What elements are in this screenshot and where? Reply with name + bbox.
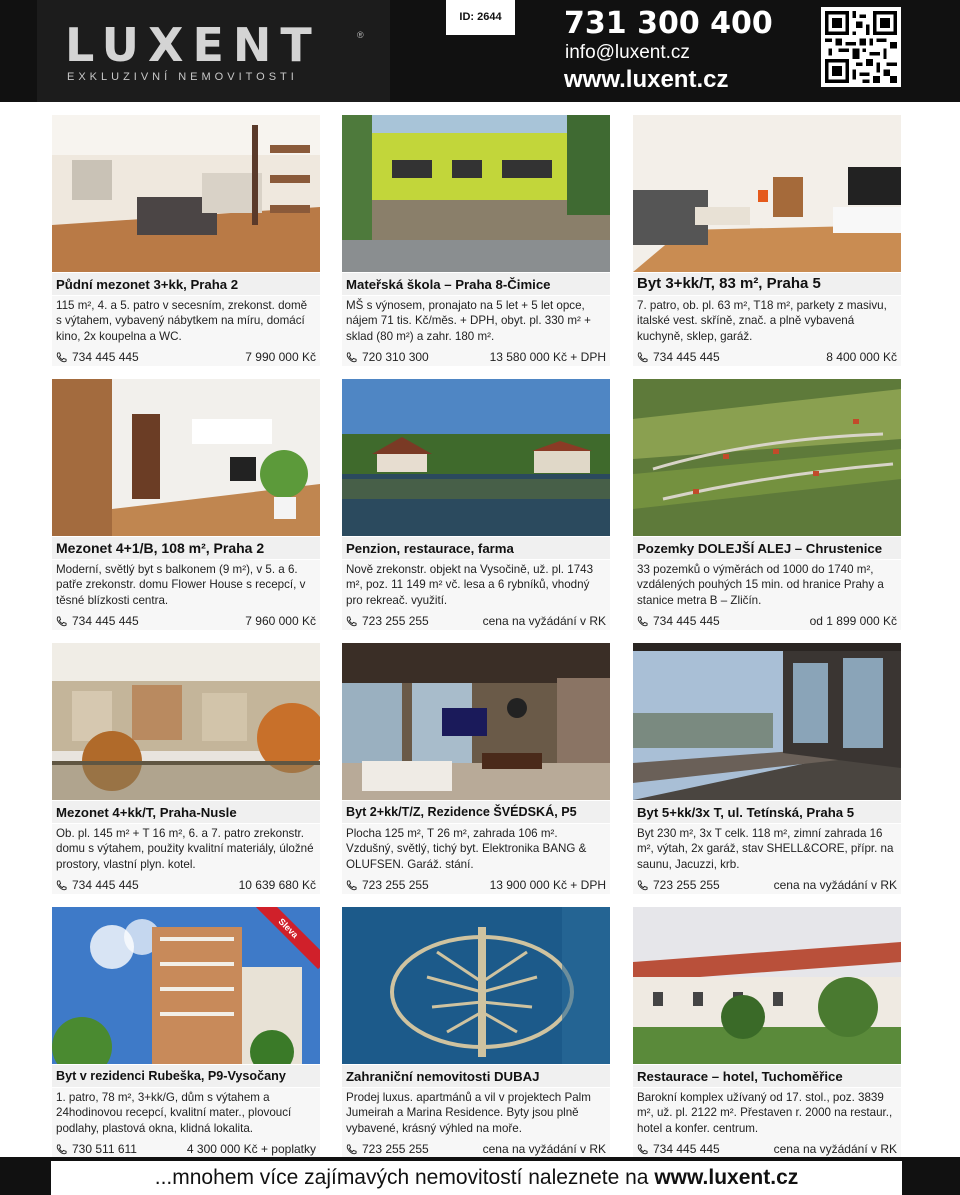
listing-photo[interactable] — [52, 643, 320, 800]
listing-price: cena na vyžádání v RK — [773, 878, 897, 892]
listing-price: 13 580 000 Kč + DPH — [489, 350, 606, 364]
listing-description: Nově zrekonstr. objekt na Vysočině, už. pl. 1743 m², poz. 11 149 m² vč. lesa a 6 rybníků, vhodný pro rekreač. využití. — [342, 560, 610, 620]
listing-price: 10 639 680 Kč — [238, 878, 316, 892]
listing-price-row — [52, 612, 320, 630]
listing-price: 8 400 000 Kč — [826, 350, 897, 364]
header-website[interactable]: www.luxent.cz — [564, 66, 729, 93]
listing-phone[interactable]: 734 445 445 — [637, 614, 720, 628]
footer-text: ...mnohem více zajímavých nemovitostí naleznete na — [154, 1166, 655, 1189]
listing-description: Ob. pl. 145 m² + T 16 m², 6. a 7. patro zrekonstr. domu s výtahem, použity kvalitní materiály, úložné prostory, vlastní plyn. kotel. — [52, 824, 320, 884]
listing-phone[interactable]: 734 445 445 — [56, 878, 139, 892]
logo-registered-mark: ® — [357, 30, 364, 40]
listing-photo[interactable] — [342, 643, 610, 800]
phone-icon — [56, 352, 67, 363]
header-email[interactable]: info@luxent.cz — [565, 42, 690, 63]
listing-description: 7. patro, ob. pl. 63 m², T18 m², parkety z masivu, italské vest. skříně, znač. a plně vybavená kuchyně, sklep, garáž. — [633, 296, 901, 356]
listing-price-row — [52, 1140, 320, 1158]
phone-icon — [56, 616, 67, 627]
id-label: ID: 2644 — [446, 0, 515, 35]
phone-icon — [637, 352, 648, 363]
listing-price-row — [342, 348, 610, 366]
listing-phone[interactable]: 723 255 255 — [637, 878, 720, 892]
listing-description: 33 pozemků o výměrách od 1000 do 1740 m², vzdálených pouhých 15 min. od hranice Prahy a stanice metra B – Zličín. — [633, 560, 901, 620]
listing-photo[interactable] — [342, 907, 610, 1064]
listing-title: Mezonet 4+1/B, 108 m², Praha 2 — [52, 537, 320, 559]
listing-title: Zahraniční nemovitosti DUBAJ — [342, 1065, 610, 1087]
phone-icon — [56, 1144, 67, 1155]
listing-price-row — [633, 1140, 901, 1158]
listing-price-row — [633, 876, 901, 894]
listing-price: 7 990 000 Kč — [245, 350, 316, 364]
listing-price: od 1 899 000 Kč — [809, 614, 897, 628]
listing-title: Byt v rezidenci Rubeška, P9-Vysočany — [52, 1065, 320, 1087]
sale-badge: Sleva — [247, 907, 320, 969]
listing-photo[interactable] — [52, 115, 320, 272]
listing-title: Restaurace – hotel, Tuchoměřice — [633, 1065, 901, 1087]
phone-icon — [346, 880, 357, 891]
phone-icon — [637, 1144, 648, 1155]
listing-photo[interactable] — [633, 115, 901, 272]
logo[interactable] — [37, 0, 390, 102]
listing-description: Byt 230 m², 3x T celk. 118 m², zimní zahrada 16 m², výtah, 2x garáž, stav SHELL&CORE, přípr. na saunu, Jacuzzi, krb. — [633, 824, 901, 884]
listing-photo[interactable] — [633, 643, 901, 800]
logo-wordmark: LUXENT — [65, 18, 321, 72]
phone-icon — [637, 616, 648, 627]
listing-price: cena na vyžádání v RK — [482, 1142, 606, 1156]
listing-description: MŠ s výnosem, pronajato na 5 let + 5 let opce, nájem 71 tis. Kč/měs. + DPH, obyt. pl. 330 m² + sklad (80 m²) a zahr. 180 m². — [342, 296, 610, 356]
listing-phone[interactable]: 723 255 255 — [346, 878, 429, 892]
listing-title: Půdní mezonet 3+kk, Praha 2 — [52, 273, 320, 295]
listing-description: Moderní, světlý byt s balkonem (9 m²), v 5. a 6. patře zrekonstr. domu Flower House s recepcí, v těsné blízkosti centra. — [52, 560, 320, 620]
footer-link[interactable]: www.luxent.cz — [654, 1166, 799, 1189]
listing-phone[interactable]: 723 255 255 — [346, 1142, 429, 1156]
footer — [0, 1157, 960, 1195]
listing-price-row — [342, 612, 610, 630]
listing-price: 13 900 000 Kč + DPH — [489, 878, 606, 892]
listing-price-row — [52, 876, 320, 894]
listing-description: 1. patro, 78 m², 3+kk/G, dům s výtahem a 24hodinovou recepcí, kvalitní mater., plovoucí podlahy, plastová okna, klidná lokalita. — [52, 1088, 320, 1148]
header — [0, 0, 960, 102]
listing-price-row — [633, 612, 901, 630]
listing-price: cena na vyžádání v RK — [482, 614, 606, 628]
phone-icon — [637, 880, 648, 891]
listing-description: Barokní komplex užívaný od 17. stol., poz. 3839 m², už. pl. 2122 m². Přestaven r. 2000 na restaur., hotel a konfer. centrum. — [633, 1088, 901, 1148]
phone-icon — [56, 880, 67, 891]
phone-icon — [346, 616, 357, 627]
listing-description: 115 m², 4. a 5. patro v secesním, zrekonst. domě s výtahem, vybavený nábytkem na míru, domácí kino, 2x koupelna a WC. — [52, 296, 320, 356]
listing-phone[interactable]: 734 445 445 — [637, 1142, 720, 1156]
listing-phone[interactable]: 734 445 445 — [637, 350, 720, 364]
listing-description: Prodej luxus. apartmánů a vil v projektech Palm Jumeirah a Marina Residence. Byty jsou plně vybavené, krásný výhled na moře. — [342, 1088, 610, 1148]
listing-phone[interactable]: 734 445 445 — [56, 614, 139, 628]
listing-phone[interactable]: 723 255 255 — [346, 614, 429, 628]
listing-phone[interactable]: 730 511 611 — [56, 1142, 137, 1156]
listing-price: 4 300 000 Kč + poplatky — [186, 1142, 316, 1156]
listing-photo[interactable] — [52, 379, 320, 536]
listing-price-row — [342, 1140, 610, 1158]
listing-title: Byt 2+kk/T/Z, Rezidence ŠVÉDSKÁ, P5 — [342, 801, 610, 823]
listing-title: Byt 3+kk/T, 83 m², Praha 5 — [633, 273, 901, 295]
logo-tagline: EXKLUZIVNÍ NEMOVITOSTI — [67, 71, 298, 83]
qr-code-icon[interactable] — [821, 7, 901, 87]
listing-price-row — [52, 348, 320, 366]
listing-photo[interactable] — [342, 379, 610, 536]
listing-price-row — [633, 348, 901, 366]
phone-icon — [346, 352, 357, 363]
listing-price-row — [342, 876, 610, 894]
listing-phone[interactable]: 720 310 300 — [346, 350, 429, 364]
listing-phone[interactable]: 734 445 445 — [56, 350, 139, 364]
listing-photo[interactable] — [633, 379, 901, 536]
listing-photo[interactable] — [633, 907, 901, 1064]
listing-photo[interactable] — [52, 907, 320, 1064]
listing-title: Mateřská škola – Praha 8-Čimice — [342, 273, 610, 295]
listing-title: Mezonet 4+kk/T, Praha-Nusle — [52, 801, 320, 823]
listing-title: Byt 5+kk/3x T, ul. Tetínská, Praha 5 — [633, 801, 901, 823]
listing-title: Pozemky DOLEJŠÍ ALEJ – Chrustenice — [633, 537, 901, 559]
listing-price: cena na vyžádání v RK — [773, 1142, 897, 1156]
listing-title: Penzion, restaurace, farma — [342, 537, 610, 559]
listing-price: 7 960 000 Kč — [245, 614, 316, 628]
listing-photo[interactable] — [342, 115, 610, 272]
listing-description: Plocha 125 m², T 26 m², zahrada 106 m². Vzdušný, světlý, tichý byt. Elektronika BANG & OLUFSEN. Garáž. stání. — [342, 824, 610, 884]
footer-banner — [51, 1161, 902, 1195]
header-phone[interactable]: 731 300 400 — [564, 6, 773, 41]
phone-icon — [346, 1144, 357, 1155]
